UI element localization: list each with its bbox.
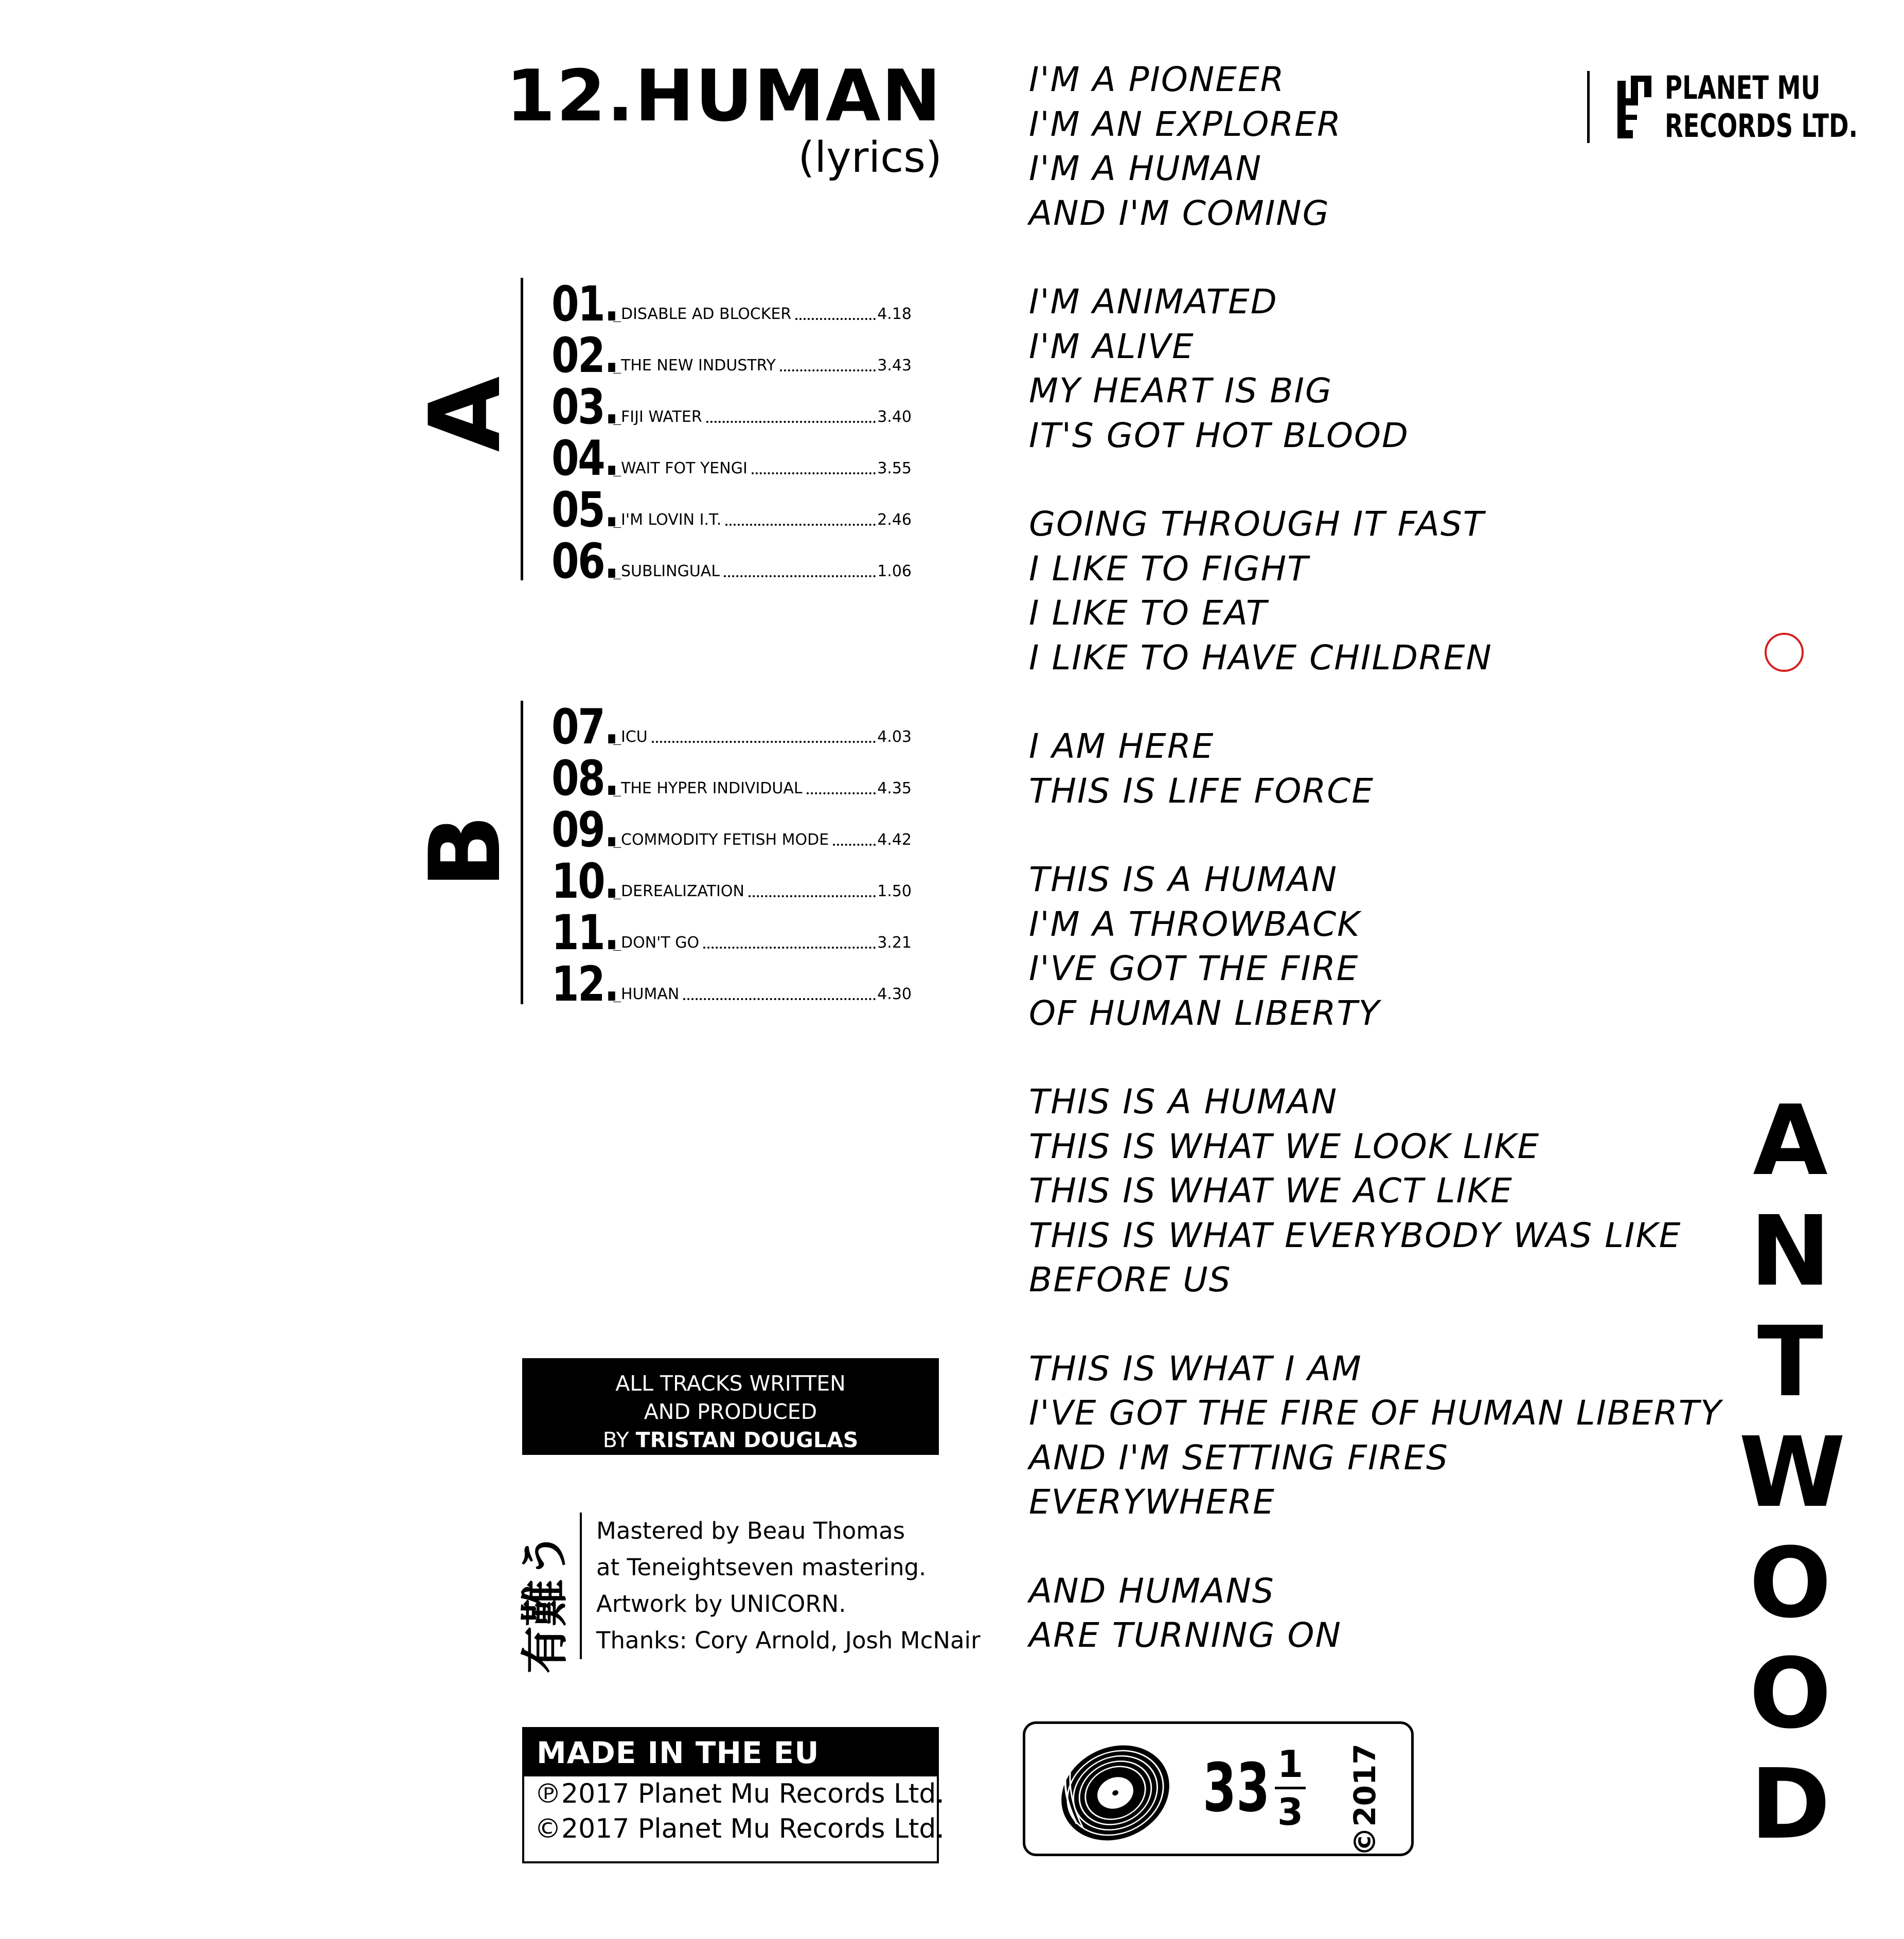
lyric-line: OF HUMAN LIBERTY [1029, 993, 1380, 1033]
track-title-block [506, 55, 942, 182]
track-number: 05. [551, 482, 618, 538]
lyric-line: MY HEART IS BIG [1029, 371, 1333, 411]
tracklist-side-a [521, 276, 912, 590]
lyric-line: I'M ALIVE [1029, 326, 1195, 366]
artist-letter: N [1750, 1195, 1831, 1308]
lyric-line: I LIKE TO HAVE CHILDREN [1029, 637, 1492, 678]
logo-divider [1587, 71, 1590, 143]
made-in-eu-box [522, 1727, 945, 1863]
lyric-line: I'M A THROWBACK [1029, 904, 1361, 944]
kanji-thanks: 有難う [518, 1532, 573, 1674]
track-row [551, 431, 912, 487]
credit-line: at Teneightseven mastering. [596, 1554, 927, 1581]
credits-line: ALL TRACKS WRITTEN [615, 1371, 846, 1396]
track-row [551, 328, 912, 384]
track-row [551, 956, 912, 1012]
lyric-line: AND I'M SETTING FIRES [1029, 1437, 1449, 1478]
lyric-stanza [1029, 724, 1713, 813]
track-name: _THE NEW INDUSTRY [613, 358, 876, 373]
track-row [551, 853, 912, 910]
track-number: 11. [551, 905, 618, 961]
track-name: _I'M LOVIN I.T. [613, 512, 876, 528]
track-name: _DEREALIZATION [613, 884, 876, 899]
track-number: 10. [551, 853, 618, 910]
track-number: 09. [551, 802, 618, 858]
track-duration: 2.46 [877, 511, 912, 529]
lyric-line: I LIKE TO FIGHT [1029, 548, 1309, 589]
page-subtitle: (lyrics) [798, 133, 942, 182]
track-number: 04. [551, 431, 618, 487]
lyric-line: GOING THROUGH IT FAST [1029, 504, 1485, 544]
track-number: 01. [551, 276, 618, 332]
track-name: _COMMODITY FETISH MODE [613, 832, 876, 848]
lyric-line: I'M A PIONEER [1029, 60, 1285, 99]
lyric-line: EVERYWHERE [1029, 1482, 1275, 1522]
track-name: _WAIT FOT YENGI [613, 461, 876, 476]
artist-letter: W [1739, 1416, 1846, 1529]
track-name: _SUBLINGUAL [613, 564, 876, 579]
credits-line: BY TRISTAN DOUGLAS [602, 1428, 859, 1452]
lyric-line: AND I'M COMING [1029, 193, 1330, 233]
lyrics [1029, 58, 1722, 1702]
mastering-credits [580, 1513, 981, 1659]
track-number: 06. [551, 533, 618, 590]
track-name: _DISABLE AD BLOCKER [613, 307, 876, 322]
credits-line: AND PRODUCED [644, 1399, 817, 1424]
track-duration: 4.18 [877, 305, 912, 323]
copyright-line: ©2017 Planet Mu Records Ltd. [535, 1813, 945, 1844]
artist-name-vertical [1739, 1084, 1846, 1861]
artist-letter: O [1749, 1638, 1831, 1750]
lyric-line: ARE TURNING ON [1029, 1615, 1342, 1655]
label-logo [1587, 71, 1904, 143]
lyric-line: I'VE GOT THE FIRE OF HUMAN LIBERTY [1029, 1393, 1722, 1433]
track-name: _FIJI WATER [613, 410, 876, 425]
track-row [551, 802, 912, 858]
lyric-line: BEFORE US [1029, 1260, 1232, 1300]
vinyl-record-icon [1056, 1736, 1175, 1849]
lyric-line: THIS IS WHAT WE ACT LIKE [1029, 1171, 1513, 1211]
lyric-line: I'M ANIMATED [1029, 282, 1278, 322]
track-row [551, 905, 912, 961]
track-row [551, 533, 912, 590]
lyric-line: THIS IS WHAT EVERYBODY WAS LIKE [1029, 1215, 1682, 1255]
track-number: 03. [551, 379, 618, 435]
lyric-line: THIS IS WHAT WE LOOK LIKE [1029, 1126, 1540, 1166]
rpm-fraction: 1 3 [1275, 1744, 1306, 1833]
track-duration: 4.42 [877, 831, 912, 849]
track-duration: 4.30 [877, 985, 912, 1003]
track-name: _THE HYPER INDIVIDUAL [613, 781, 876, 796]
lyric-line: I'M AN EXPLORER [1029, 104, 1342, 144]
lyric-line: THIS IS LIFE FORCE [1029, 771, 1375, 811]
rpm-value: 33 [1203, 1749, 1270, 1827]
side-b-label: B [408, 814, 522, 889]
track-duration: 3.21 [877, 934, 912, 952]
copyright-year: ©2017 [1347, 1744, 1382, 1857]
track-name: _HUMAN [613, 987, 876, 1002]
lyric-line: I'M A HUMAN [1029, 149, 1262, 188]
track-row [551, 751, 912, 807]
lyric-line: THIS IS WHAT I AM [1029, 1348, 1362, 1389]
page-title: 12.HUMAN [506, 55, 942, 137]
credit-line: Thanks: Cory Arnold, Josh McNair [596, 1627, 981, 1654]
lyric-line: AND HUMANS [1029, 1571, 1275, 1611]
lyric-stanza [1029, 280, 1713, 458]
lyric-line: I LIKE TO EAT [1029, 593, 1268, 633]
track-duration: 1.50 [877, 882, 912, 900]
lyric-stanza [1029, 1347, 1722, 1525]
track-number: 12. [551, 956, 618, 1012]
track-duration: 3.55 [877, 459, 912, 477]
lyric-line: I'VE GOT THE FIRE [1029, 949, 1359, 988]
track-row [551, 699, 912, 755]
producer-name: TRISTAN DOUGLAS [635, 1428, 859, 1452]
track-number: 08. [551, 751, 618, 807]
lyric-stanza [1029, 1569, 1713, 1658]
lyric-stanza [1029, 858, 1713, 1036]
credits-box [522, 1358, 939, 1455]
side-a-label: A [408, 376, 522, 452]
lyric-stanza [1029, 1080, 1713, 1303]
artist-letter: O [1749, 1527, 1831, 1640]
track-duration: 3.40 [877, 408, 912, 426]
tracklist-side-b [521, 699, 912, 1012]
speed-badge [1023, 1721, 1414, 1856]
track-number: 07. [551, 699, 618, 755]
lyric-line: IT'S GOT HOT BLOOD [1029, 415, 1409, 455]
label-name: PLANET MU RECORDS LTD. [1665, 69, 1858, 145]
track-duration: 3.43 [877, 357, 912, 375]
credit-line: Mastered by Beau Thomas [596, 1517, 905, 1544]
track-number: 02. [551, 328, 618, 384]
track-name: _DON'T GO [613, 935, 876, 951]
credit-line: Artwork by UNICORN. [596, 1590, 846, 1617]
lyric-line: THIS IS A HUMAN [1029, 1082, 1338, 1122]
track-row [551, 379, 912, 435]
lyric-stanza [1029, 502, 1713, 680]
phonographic-copyright: ℗2017 Planet Mu Records Ltd. [535, 1778, 945, 1809]
artist-letter: A [1753, 1084, 1828, 1197]
artist-letter: D [1750, 1748, 1831, 1861]
lyric-line: THIS IS A HUMAN [1029, 860, 1338, 899]
track-duration: 1.06 [877, 562, 912, 580]
made-in-heading: MADE IN THE EU [524, 1729, 937, 1776]
lyric-line: I AM HERE [1029, 726, 1215, 766]
track-row [551, 482, 912, 538]
artist-letter: T [1757, 1306, 1824, 1418]
track-name: _ICU [613, 730, 876, 745]
track-row [551, 276, 912, 332]
track-duration: 4.35 [877, 779, 912, 797]
planet-mu-logo-icon [1615, 74, 1653, 140]
red-circle-mark [1765, 633, 1804, 672]
track-duration: 4.03 [877, 728, 912, 746]
